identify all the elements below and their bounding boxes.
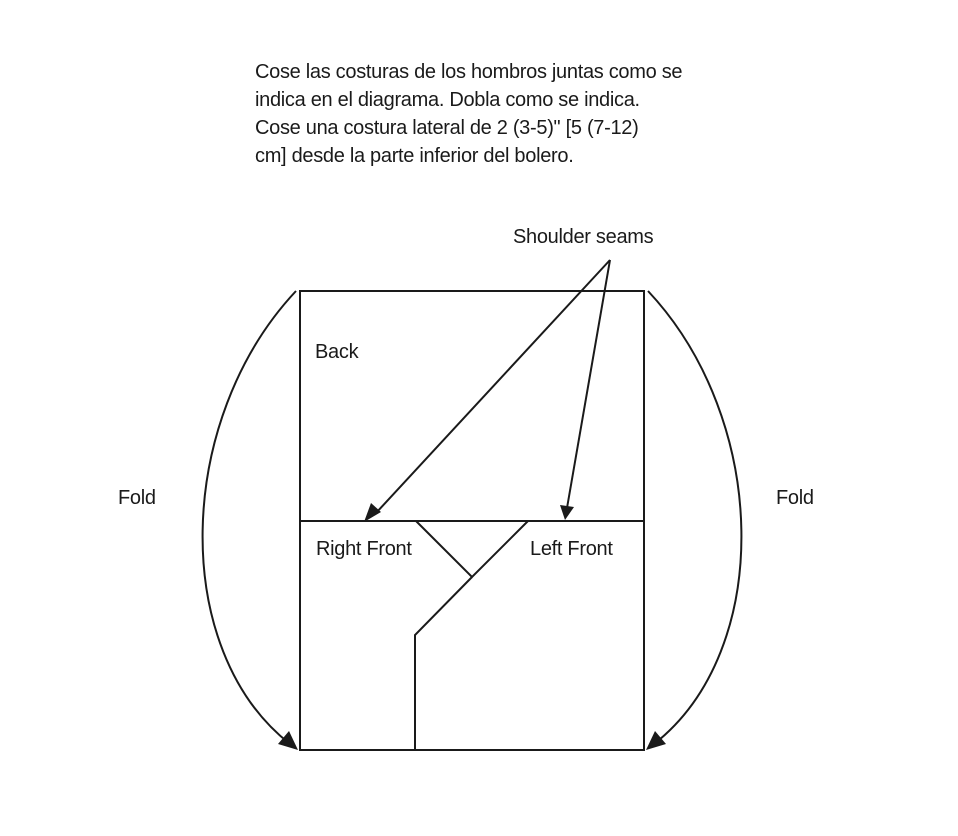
right-front-label: Right Front: [316, 538, 412, 560]
front-opening-line: [415, 577, 472, 750]
shoulder-seams-label: Shoulder seams: [513, 226, 654, 248]
fold-right-label: Fold: [776, 487, 814, 509]
neckline-v: [416, 521, 528, 577]
back-label: Back: [315, 341, 359, 363]
left-front-label: Left Front: [530, 538, 613, 560]
right-shoulder-arrowhead: [364, 503, 381, 522]
right-fold-arc: [648, 291, 741, 744]
left-shoulder-arrowhead: [560, 505, 574, 520]
instruction-line-3: Cose una costura lateral de 2 (3-5)" [5 (7-12): [255, 117, 639, 139]
right-fold-arrowhead: [646, 731, 666, 750]
left-shoulder-arrow-line: [567, 260, 610, 508]
left-fold-arc: [203, 291, 296, 744]
instruction-line-4: cm] desde la parte inferior del bolero.: [255, 145, 574, 167]
instruction-line-2: indica en el diagrama. Dobla como se indica.: [255, 89, 640, 111]
left-fold-arrowhead: [278, 731, 298, 750]
instruction-line-1: Cose las costuras de los hombros juntas como se: [255, 61, 683, 83]
fold-left-label: Fold: [118, 487, 156, 509]
right-shoulder-arrow-line: [376, 260, 610, 513]
